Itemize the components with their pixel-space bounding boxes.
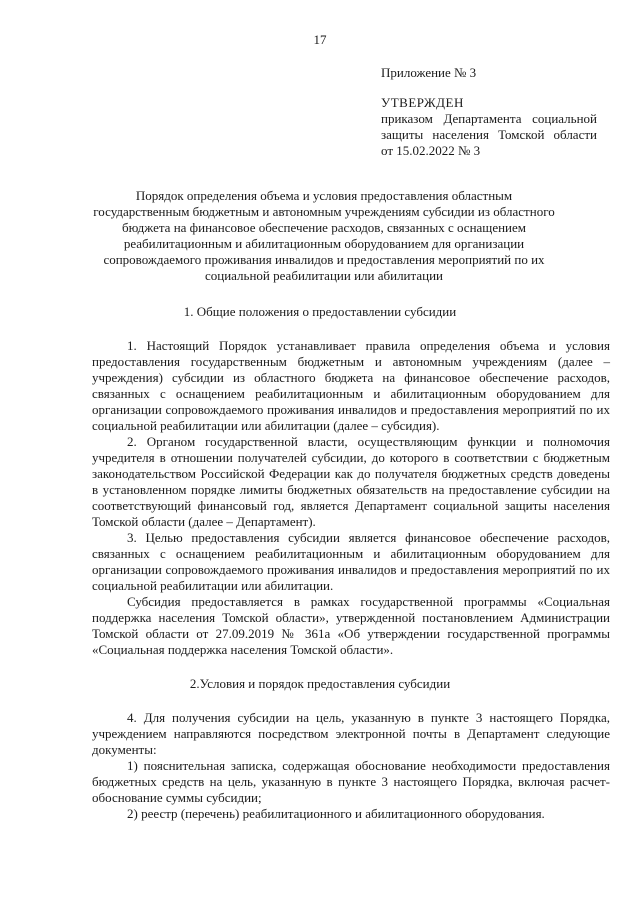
paragraph: 2) реестр (перечень) реабилитационного и абилитационного оборудования.	[127, 806, 545, 821]
section-2-heading: 2.Условия и порядок предоставления субсидии	[189, 676, 451, 691]
paragraph: Субсидия предоставляется в рамках государственной программы «Социальная поддержка населения Томской области», утвержденной постановлением Администрации Томской области от 27.09.2019 № 361а «Об утверждении государственной программы «Социальная поддержка населения Томской области».	[92, 594, 610, 657]
title-line: государственным бюджетным и автономным учреждениям субсидии из областного	[93, 204, 555, 219]
appendix-label: Приложение № 3	[381, 65, 477, 80]
title-line: социальной реабилитации или абилитации	[204, 268, 443, 283]
title-line: Порядок определения объема и условия предоставления областным	[135, 188, 513, 203]
paragraph: 2. Органом государственной власти, осуществляющим функции и полномочия учредителя в отношении получателей субсидии, до которого в соответствии с бюджетным законодательством Российской Федерации как до получателя бюджетных средств доведены в установленном порядке лимиты бюджетных обязательств на предоставление субсидии на соответствующий финансовый год, является Департамент социальной защиты населения Томской области (далее – Департамент).	[92, 434, 610, 529]
title-line: реабилитационным и абилитационным оборудованием для организации	[123, 236, 525, 251]
approval-block	[381, 65, 597, 159]
document-title	[80, 188, 568, 284]
section-2-body	[92, 710, 610, 822]
paragraph: 4. Для получения субсидии на цель, указанную в пункте 3 настоящего Порядка, учреждением направляются посредством электронной почты в Департамент следующие документы:	[92, 710, 610, 757]
section-1-body	[92, 338, 610, 658]
order-line-1: приказом Департамента социальной	[381, 111, 597, 126]
title-line: бюджета на финансовое обеспечение расходов, связанных с оснащением	[121, 220, 526, 235]
paragraph: 1) пояснительная записка, содержащая обоснование необходимости предоставления бюджетных средств на цель, указанную в пункте 3 настоящего Порядка, включая расчет-обоснование суммы субсидии;	[92, 758, 610, 805]
section-1-heading: 1. Общие положения о предоставлении субсидии	[183, 304, 457, 319]
page-number: 17	[313, 32, 327, 47]
paragraph: 1. Настоящий Порядок устанавливает правила определения объема и условия предоставления государственным бюджетным и автономным учреждениям (далее – учреждения) субсидии из областного бюджета на финансовое обеспечение расходов, связанных с оснащением реабилитационным и абилитационным оборудованием для организации сопровождаемого проживания инвалидов и предоставления мероприятий по их социальной реабилитации или абилитации (далее – субсидия).	[92, 338, 610, 433]
order-line-3: от 15.02.2022 № 3	[381, 143, 481, 158]
order-line-2: защиты населения Томской области	[381, 127, 597, 142]
title-line: сопровождаемого проживания инвалидов и предоставления мероприятий по их	[103, 252, 545, 267]
paragraph: 3. Целью предоставления субсидии является финансовое обеспечение расходов, связанных с оснащением реабилитационным и абилитационным оборудованием для организации сопровождаемого проживания инвалидов и предоставления мероприятий по их социальной реабилитации или абилитации.	[92, 530, 610, 593]
approved-label: УТВЕРЖДЕН	[381, 95, 464, 110]
